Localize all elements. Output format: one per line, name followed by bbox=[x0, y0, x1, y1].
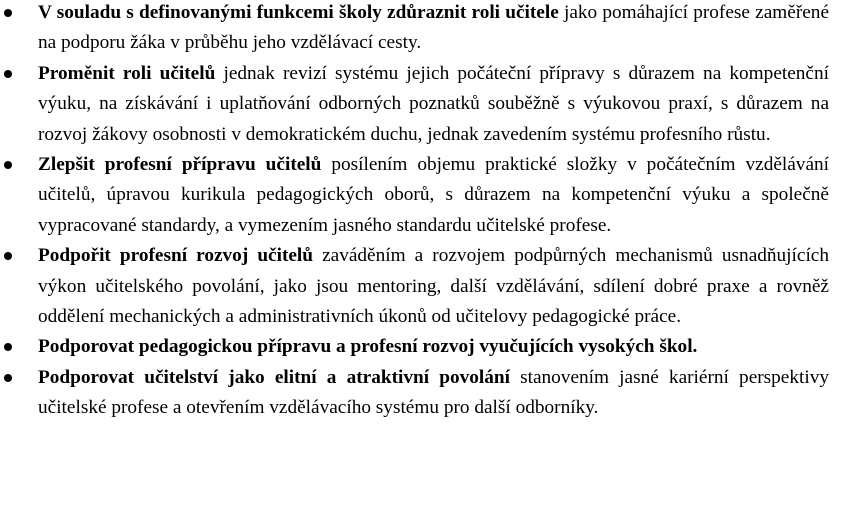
bullet-icon bbox=[4, 161, 12, 169]
bullet-icon bbox=[4, 9, 12, 17]
bullet-icon bbox=[4, 343, 12, 351]
list-item bbox=[0, 332, 843, 362]
item-emphasis: Podporovat učitelství jako elitní a atraktivní povolání bbox=[38, 366, 510, 388]
bullet-icon bbox=[4, 374, 12, 382]
bullet-icon bbox=[4, 252, 12, 260]
bullet-icon bbox=[4, 70, 12, 78]
item-emphasis: Zlepšit profesní přípravu učitelů bbox=[38, 154, 322, 176]
item-text: stanovením jasné kariérní perspektivy učitelské profese a otevřením vzdělávacího systému pro další odborníky. bbox=[38, 366, 830, 419]
item-text: jako pomáhající profese zaměřené na podporu žáka v průběhu jeho vzdělávací cesty. bbox=[38, 2, 830, 54]
list-item bbox=[0, 363, 843, 424]
list-item bbox=[0, 150, 843, 241]
item-emphasis: Podpořit profesní rozvoj učitelů bbox=[38, 245, 314, 267]
list-item bbox=[0, 241, 843, 332]
list-item bbox=[0, 0, 843, 59]
item-text: posílením objemu praktické složky v počátečním vzdělávání učitelů, úpravou kurikula pedagogických oborů, s důrazem na kompetenční výuku a společně vypracované standardy, a vymezením jasného standardu učitelské profese. bbox=[38, 154, 830, 236]
item-text: zaváděním a rozvojem podpůrných mechanismů usnadňujících výkon učitelského povolání, jako jsou mentoring, další vzdělávání, sdílení dobré praxe a rovněž oddělení mechanických a administrativních úkonů od učitelovy pedagogické práce. bbox=[38, 245, 829, 328]
item-emphasis: Proměnit roli učitelů bbox=[38, 62, 216, 84]
list-item bbox=[0, 59, 843, 150]
item-emphasis: V souladu s definovanými funkcemi školy zdůraznit roli učitele bbox=[38, 2, 559, 23]
item-emphasis: Podporovat pedagogickou přípravu a profesní rozvoj vyučujících vysokých škol. bbox=[38, 336, 698, 358]
item-text: jednak revizí systému jejich počáteční přípravy s důrazem na kompetenční výuku, na získávání i uplatňování odborných poznatků souběžně s výukovou praxí, s důrazem na rozvoj žákovy osobnosti v demokratickém duchu, jednak zavedením systému profesního růstu. bbox=[38, 62, 829, 145]
